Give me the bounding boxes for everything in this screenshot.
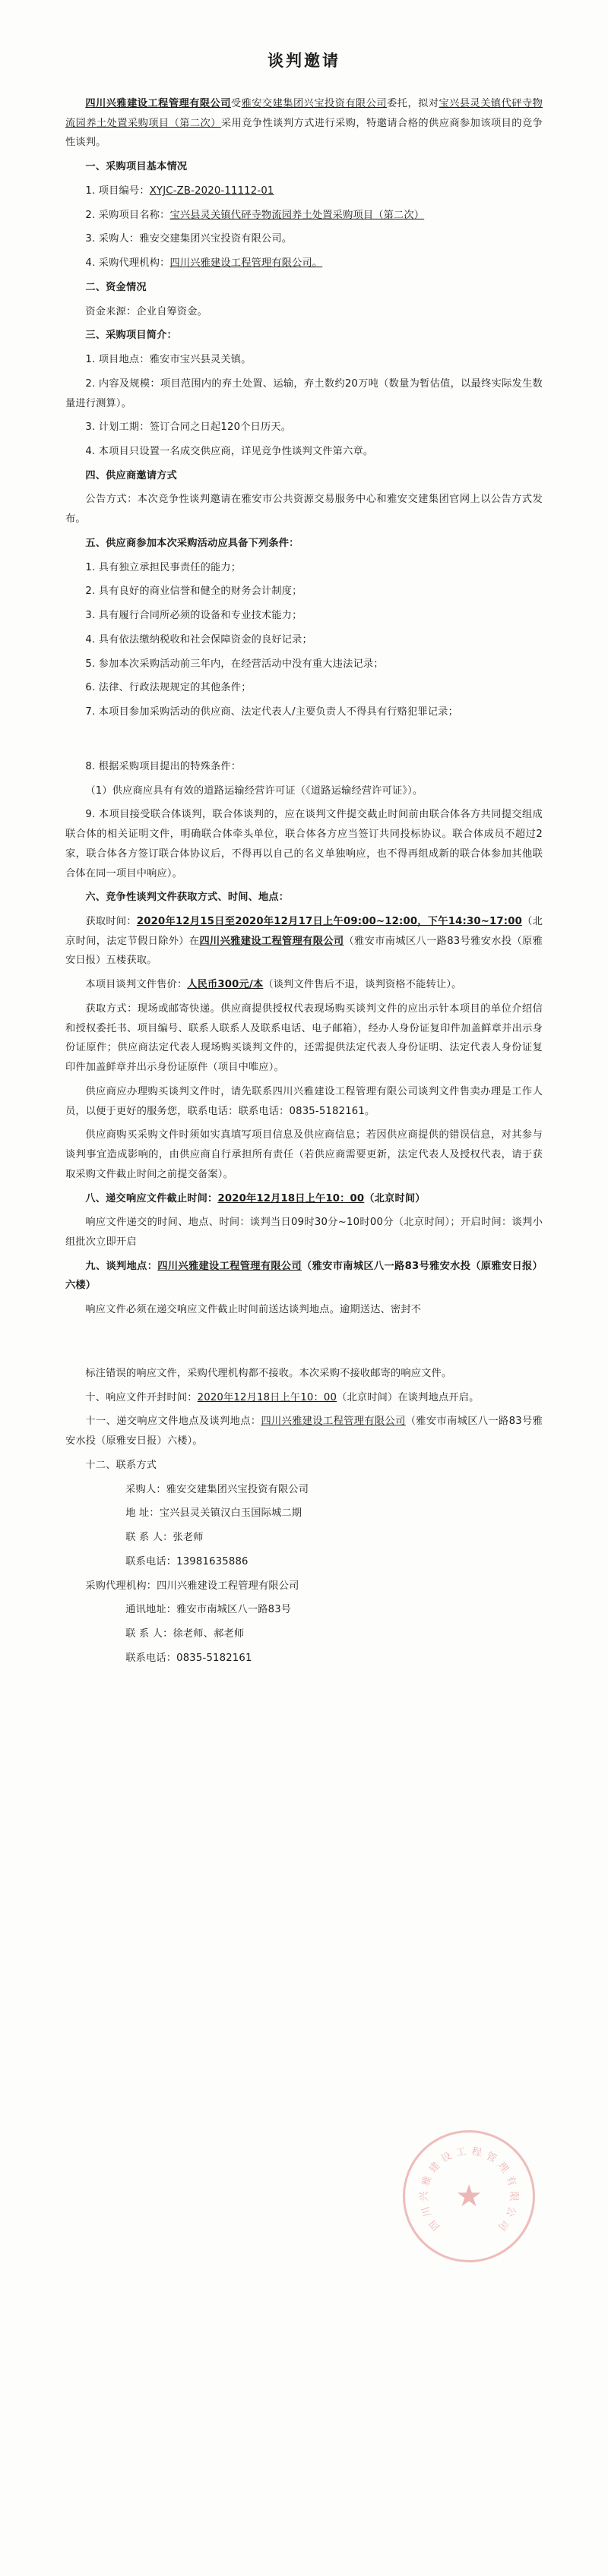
section-1-line-2: 2. 采购项目名称：宝兴县灵关镇代砰寺物流园养土处置采购项目（第二次） <box>85 209 425 221</box>
project-code: XYJC-ZB-2020-11112-01 <box>149 185 274 197</box>
section-3-line-2: 2. 内容及规模：项目范围内的弃土处置、运输，弃土数约20万吨（数量为暂估值，以最终实际发生数量进行测算）。 <box>65 377 543 409</box>
section-1-line-4: 4. 采购代理机构：四川兴雅建设工程管理有限公司。 <box>85 257 323 270</box>
section-5-line-5: 5. 参加本次采购活动前三年内，在经营活动中没有重大违法记录； <box>85 658 384 670</box>
agency-address-value: 雅安市南城区八一路83号 <box>176 1604 292 1616</box>
doc-price: 人民币300元/本 <box>187 979 264 991</box>
seal-star-icon: ★ <box>455 2179 483 2214</box>
page-title: 谈判邀请 <box>268 51 340 70</box>
purchaser-name: 雅安交建集团兴宝投资有限公司。 <box>139 233 293 245</box>
agency-person <box>65 1624 543 1644</box>
section-6-line-3: 9. 本项目接受联合体谈判，联合体谈判的，应在谈判文件提交截止时间前由联合体各方共同提交组成联合体的相关证明文件，明确联合体牵头单位，联合体各方应当签订共同投标协议。联合体成员不超过2家，联合体各方签订联合体协议后，不得再以自己的名义单独响应，也不得再组成新的联合体参加其他联合体在同一项目中响应）。 <box>65 809 543 879</box>
section-heading-5: 五、供应商参加本次采购活动应具备下列条件： <box>85 537 299 549</box>
contact-purchaser-label: 采购人： <box>125 1483 166 1495</box>
contact-phone-label: 联系电话： <box>125 1555 177 1567</box>
contact-address-label: 地 址： <box>125 1507 160 1520</box>
agency-address-label: 通讯地址： <box>125 1604 177 1616</box>
seal-text-ring: 四 川 兴 雅 建 设 工 程 管 理 有 限 公 司 <box>419 2145 519 2233</box>
agency-phone <box>65 1649 543 1668</box>
agency-title: 采购代理机构： <box>85 1580 157 1592</box>
section-heading-2: 二、资金情况 <box>85 281 147 293</box>
agency-name-inline: 四川兴雅建设工程管理有限公司。 <box>169 257 323 270</box>
intro-project: 宝兴县灵关镇代砰寺物流园养土处置采购项目（第二次） <box>65 98 543 129</box>
intro-paragraph: 四川兴雅建设工程管理有限公司受雅安交建集团兴宝投资有限公司委托，拟对宝兴县灵关镇代砰寺物流园养土处置采购项目（第二次）采用竞争性谈判方式进行采购，特邀请合格的供应商参加该项目的竞争性谈判。 <box>65 98 543 149</box>
section-5-line-1: 1. 具有独立承担民事责任的能力； <box>85 561 242 573</box>
spacer-2 <box>65 1324 543 1344</box>
page2-line-3: 十一、递交响应文件地点及谈判地点：四川兴雅建设工程管理有限公司（雅安市南城区八一路83号雅安水投（原雅安日报）六楼）。 <box>65 1416 543 1447</box>
page2-line-4: 十二、联系方式 <box>85 1459 157 1471</box>
negotiation-place: 四川兴雅建设工程管理有限公司 <box>157 1260 302 1272</box>
agency-phone-label: 联系电话： <box>125 1652 177 1664</box>
agency-line <box>65 1577 543 1596</box>
intro-client: 雅安交建集团兴宝投资有限公司 <box>241 98 388 109</box>
contact-phone <box>65 1552 543 1572</box>
section-6-line-2: （1）供应商应具有有效的道路运输经营许可证（《道路运输经营许可证》）。 <box>85 784 423 797</box>
section-heading-6: 六、竞争性谈判文件获取方式、时间、地点： <box>85 892 290 904</box>
section-8-line-3: 供应商购买采购文件时须如实真填写项目信息及供应商信息；若因供应商提供的错误信息，对其参与谈判事宜造成影响的，由供应商自行承担所有责任（若供应商需要更新，法定代表人及授权代表，请于获取采购文件截止时间之前提交备案）。 <box>65 1129 543 1180</box>
section-8-line-1: 获取方式：现场或邮寄快递。供应商提供授权代表现场购买谈判文件的应出示针本项目的单位介绍信和授权委托书、项目编号、联系人联系人及联系电话、电子邮箱），经办人身份证复印件加盖鲜章并出示身份证原件；供应商法定代表人现场购买谈判文件的，还需提供法定代表人身份证明、法定代表人身份证复印件加盖鲜章并出示身份证原件（项目中唯应）。 <box>65 1002 543 1074</box>
contact-phone-value: 13981635886 <box>176 1555 249 1567</box>
contact-address <box>65 1504 543 1523</box>
submit-place: 四川兴雅建设工程管理有限公司 <box>261 1416 406 1428</box>
agency-address <box>65 1600 543 1620</box>
intro-org: 四川兴雅建设工程管理有限公司 <box>85 98 231 109</box>
footer-space <box>65 1672 543 1930</box>
section-heading-4: 四、供应商邀请方式 <box>85 469 177 481</box>
section-8-line-2: 供应商应办理购买谈判文件时，请先联系四川兴雅建设工程管理有限公司谈判文件售卖办理是工作人员，以便于更好的服务您，联系电话：联系电话：0835-5182161。 <box>65 1085 543 1117</box>
acquire-time: 2020年12月15日至2020年12月17日上午09:00~12:00，下午14:30~17:00 <box>136 915 523 927</box>
section-heading-1: 一、采购项目基本情况 <box>85 161 188 173</box>
section-1-line-3: 3. 采购人：雅安交建集团兴宝投资有限公司。 <box>85 233 293 245</box>
section-7-line-1: 获取时间：2020年12月15日至2020年12月17日上午09:00~12:00，下午14:30~17:00（北京时间，法定节假日除外）在四川兴雅建设工程管理有限公司（雅安市南城区八一路83号雅安水投（原雅安日报）五楼获取。 <box>65 915 543 967</box>
page2-line-2: 十、响应文件开封时间：2020年12月18日上午10：00（北京时间）在谈判地点开启。 <box>85 1391 480 1403</box>
section-heading-8: 八、递交响应文件截止时间：2020年12月18日上午10：00（北京时间） <box>85 1192 426 1204</box>
agency-person-label: 联 系 人： <box>125 1628 173 1640</box>
section-heading-9: 九、谈判地点：四川兴雅建设工程管理有限公司（雅安市南城区八一路83号雅安水投（原雅安日报）六楼） <box>65 1260 543 1292</box>
section-3-line-3: 3. 计划工期：签订合同之日起120个日历天。 <box>85 421 292 434</box>
section-5-line-6: 6. 法律、行政法规规定的其他条件； <box>85 682 252 694</box>
contact-purchaser <box>65 1480 543 1500</box>
section-5-line-7: 7. 本项目参加采购活动的供应商、法定代表人/主要负责人不得具有行赂犯罪记录； <box>85 706 458 718</box>
contact-purchaser-value: 雅安交建集团兴宝投资有限公司 <box>166 1483 309 1495</box>
contact-person-value: 张老师 <box>173 1532 204 1544</box>
section-5-line-4: 4. 具有依法缴纳税收和社会保障资金的良好记录； <box>85 633 312 646</box>
section-10-line-1: 响应文件必须在递交响应文件截止时间前送达谈判地点。逾期送达、密封不 <box>85 1304 422 1316</box>
section-4-line-1: 公告方式：本次竞争性谈判邀请在雅安市公共资源交易服务中心和雅安交建集团官网上以公告方式发布。 <box>65 494 543 526</box>
section-2-line-1: 资金来源：企业自筹资金。 <box>85 305 208 317</box>
agency-name: 四川兴雅建设工程管理有限公司 <box>157 1580 299 1592</box>
section-5-line-2: 2. 具有良好的商业信誉和健全的财务会计制度； <box>85 586 302 598</box>
section-3-line-1: 1. 项目地点：雅安市宝兴县灵关镇。 <box>85 354 252 366</box>
submit-deadline: 2020年12月18日上午10：00 <box>217 1192 365 1204</box>
contact-address-value: 宝兴县灵关镇汉白玉国际城二期 <box>159 1507 302 1520</box>
section-3-line-4: 4. 本项目只设置一名成交供应商，详见竞争性谈判文件第六章。 <box>85 446 374 458</box>
agency-phone-value: 0835-5182161 <box>176 1652 252 1664</box>
page2-line-1: 标注错误的响应文件，采购代理机构都不接收。本次采购不接收邮寄的响应文件。 <box>85 1367 452 1379</box>
section-5-line-3: 3. 具有履行合同所必须的设备和专业技术能力； <box>85 610 302 622</box>
section-7-line-2: 本项目谈判文件售价：人民币300元/本（谈判文件售后不退，谈判资格不能转让）。 <box>85 979 462 991</box>
section-9-line-1: 响应文件递交的时间、地点、时间：谈判当日09时30分~10时00分（北京时间）；开启时间：谈判小组批次立即开启 <box>65 1217 543 1248</box>
contact-person <box>65 1528 543 1548</box>
agency-person-value: 徐老师、郝老师 <box>173 1628 245 1640</box>
section-heading-3: 三、采购项目简介： <box>85 330 177 342</box>
open-time: 2020年12月18日上午10：00 <box>197 1391 337 1403</box>
contact-person-label: 联 系 人： <box>125 1532 173 1544</box>
project-name: 宝兴县灵关镇代砰寺物流园养土处置采购项目（第二次） <box>169 209 425 221</box>
section-1-line-1: 1. 项目编号：XYJC-ZB-2020-11112-01 <box>85 185 274 197</box>
spacer-1 <box>65 727 543 757</box>
section-6-line-1: 8. 根据采购项目提出的特殊条件： <box>85 760 242 772</box>
company-seal-stamp <box>403 2130 535 2262</box>
spacer-3 <box>65 1344 543 1364</box>
acquire-place-org: 四川兴雅建设工程管理有限公司 <box>199 935 344 947</box>
